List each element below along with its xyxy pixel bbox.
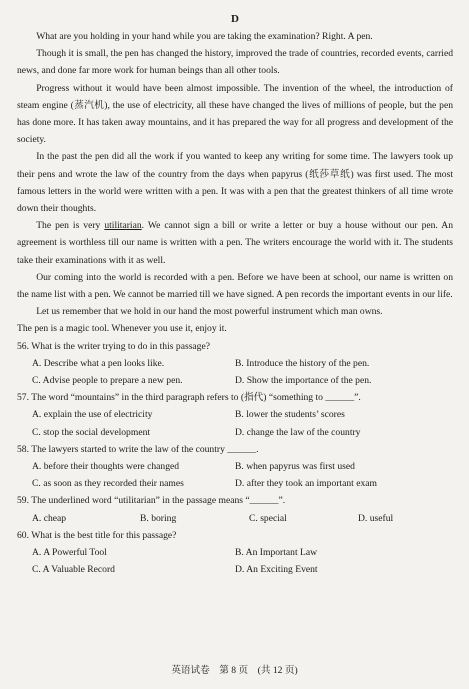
question-59 <box>17 492 453 526</box>
question-58 <box>17 441 453 493</box>
option-a: A. A Powerful Tool <box>32 547 107 559</box>
question-stem: 57. The word “mountains” in the third paragraph refers to (指代) “something to ______”. <box>17 392 361 404</box>
option-d: D. Show the importance of the pen. <box>235 375 372 387</box>
option-d: D. useful <box>358 512 394 524</box>
passage-paragraph-7: Let us remember that we hold in our hand the most powerful instrument which man owns. <box>36 306 383 318</box>
option-a: A. cheap <box>32 512 67 524</box>
option-b: B. Introduce the history of the pen. <box>235 357 370 369</box>
page-footer: 英语试卷 第 8 页 (共 12 页) <box>171 665 298 676</box>
paragraph-5-rest: . We cannot sign a bill or write a letter or buy a house without our pen. An agreement is worthless till our name is written with a pen. The writers encourage the world with it. The students take their examinations with it as well. <box>17 220 453 266</box>
underlined-word: utilitarian <box>104 220 142 232</box>
passage-paragraph-4: In the past the pen did all the work if you wanted to keep any writing for some time. The lawyers took up their pens and wrote the law of the country from the days when papyrus (纸莎草纸) was first used. The most famous letters in the world were written with a pen. It was with a pen that the greatest thinkers of all time wrote down their thoughts. <box>17 151 453 215</box>
section-title: D <box>231 13 239 25</box>
reading-passage <box>17 28 453 338</box>
option-d: D. An Exciting Event <box>235 564 318 576</box>
question-56 <box>17 338 453 390</box>
option-d: D. after they took an important exam <box>235 478 377 490</box>
option-c: C. A Valuable Record <box>32 564 115 576</box>
passage-paragraph-2: Though it is small, the pen has changed the history, improved the trade of countries, recorded events, carried news, and done far more work for human beings than all other tools. <box>17 48 453 77</box>
passage-paragraph-1: What are you holding in your hand while you are taking the examination? Right. A pen. <box>36 31 373 42</box>
question-stem: 58. The lawyers started to write the law of the country ______. <box>17 443 259 455</box>
passage-paragraph-3: Progress without it would have been almost impossible. The invention of the wheel, the introduction of steam engine (蒸汽机), the use of electricity, all these have changed the lives of millions of people, but the pen has done more. It has taken away mountains, and it has prepared the way for all progress and development of the society. <box>17 82 453 146</box>
passage-paragraph-5 <box>17 217 453 269</box>
passage-paragraph-7-continued: The pen is a magic tool. Whenever you use it, enjoy it. <box>17 323 227 335</box>
paragraph-5-lead: The pen is very <box>36 220 105 232</box>
question-stem: 59. The underlined word “utilitarian” in the passage means “______”. <box>17 495 286 507</box>
option-b: B. An Important Law <box>235 547 318 559</box>
question-stem: 56. What is the writer trying to do in this passage? <box>17 340 210 352</box>
question-60 <box>17 527 453 579</box>
option-b: B. boring <box>140 512 177 524</box>
option-c: C. special <box>249 512 287 524</box>
option-a: A. Describe what a pen looks like. <box>32 357 165 369</box>
option-a: A. explain the use of electricity <box>32 409 153 421</box>
option-b: B. lower the students’ scores <box>235 409 345 421</box>
option-a: A. before their thoughts were changed <box>32 461 180 473</box>
passage-paragraph-6: Our coming into the world is recorded with a pen. Before we have been at school, our name is written on the name list with a pen. We cannot be married till we have signed. A pen records the important events in our life. <box>17 271 453 301</box>
option-b: B. when papyrus was first used <box>235 461 355 473</box>
question-57 <box>17 389 453 441</box>
option-c: C. as soon as they recorded their names <box>32 478 184 490</box>
option-c: C. Advise people to prepare a new pen. <box>32 375 183 387</box>
question-stem: 60. What is the best title for this passage? <box>17 529 177 541</box>
option-d: D. change the law of the country <box>235 426 361 438</box>
option-c: C. stop the social development <box>32 426 151 438</box>
